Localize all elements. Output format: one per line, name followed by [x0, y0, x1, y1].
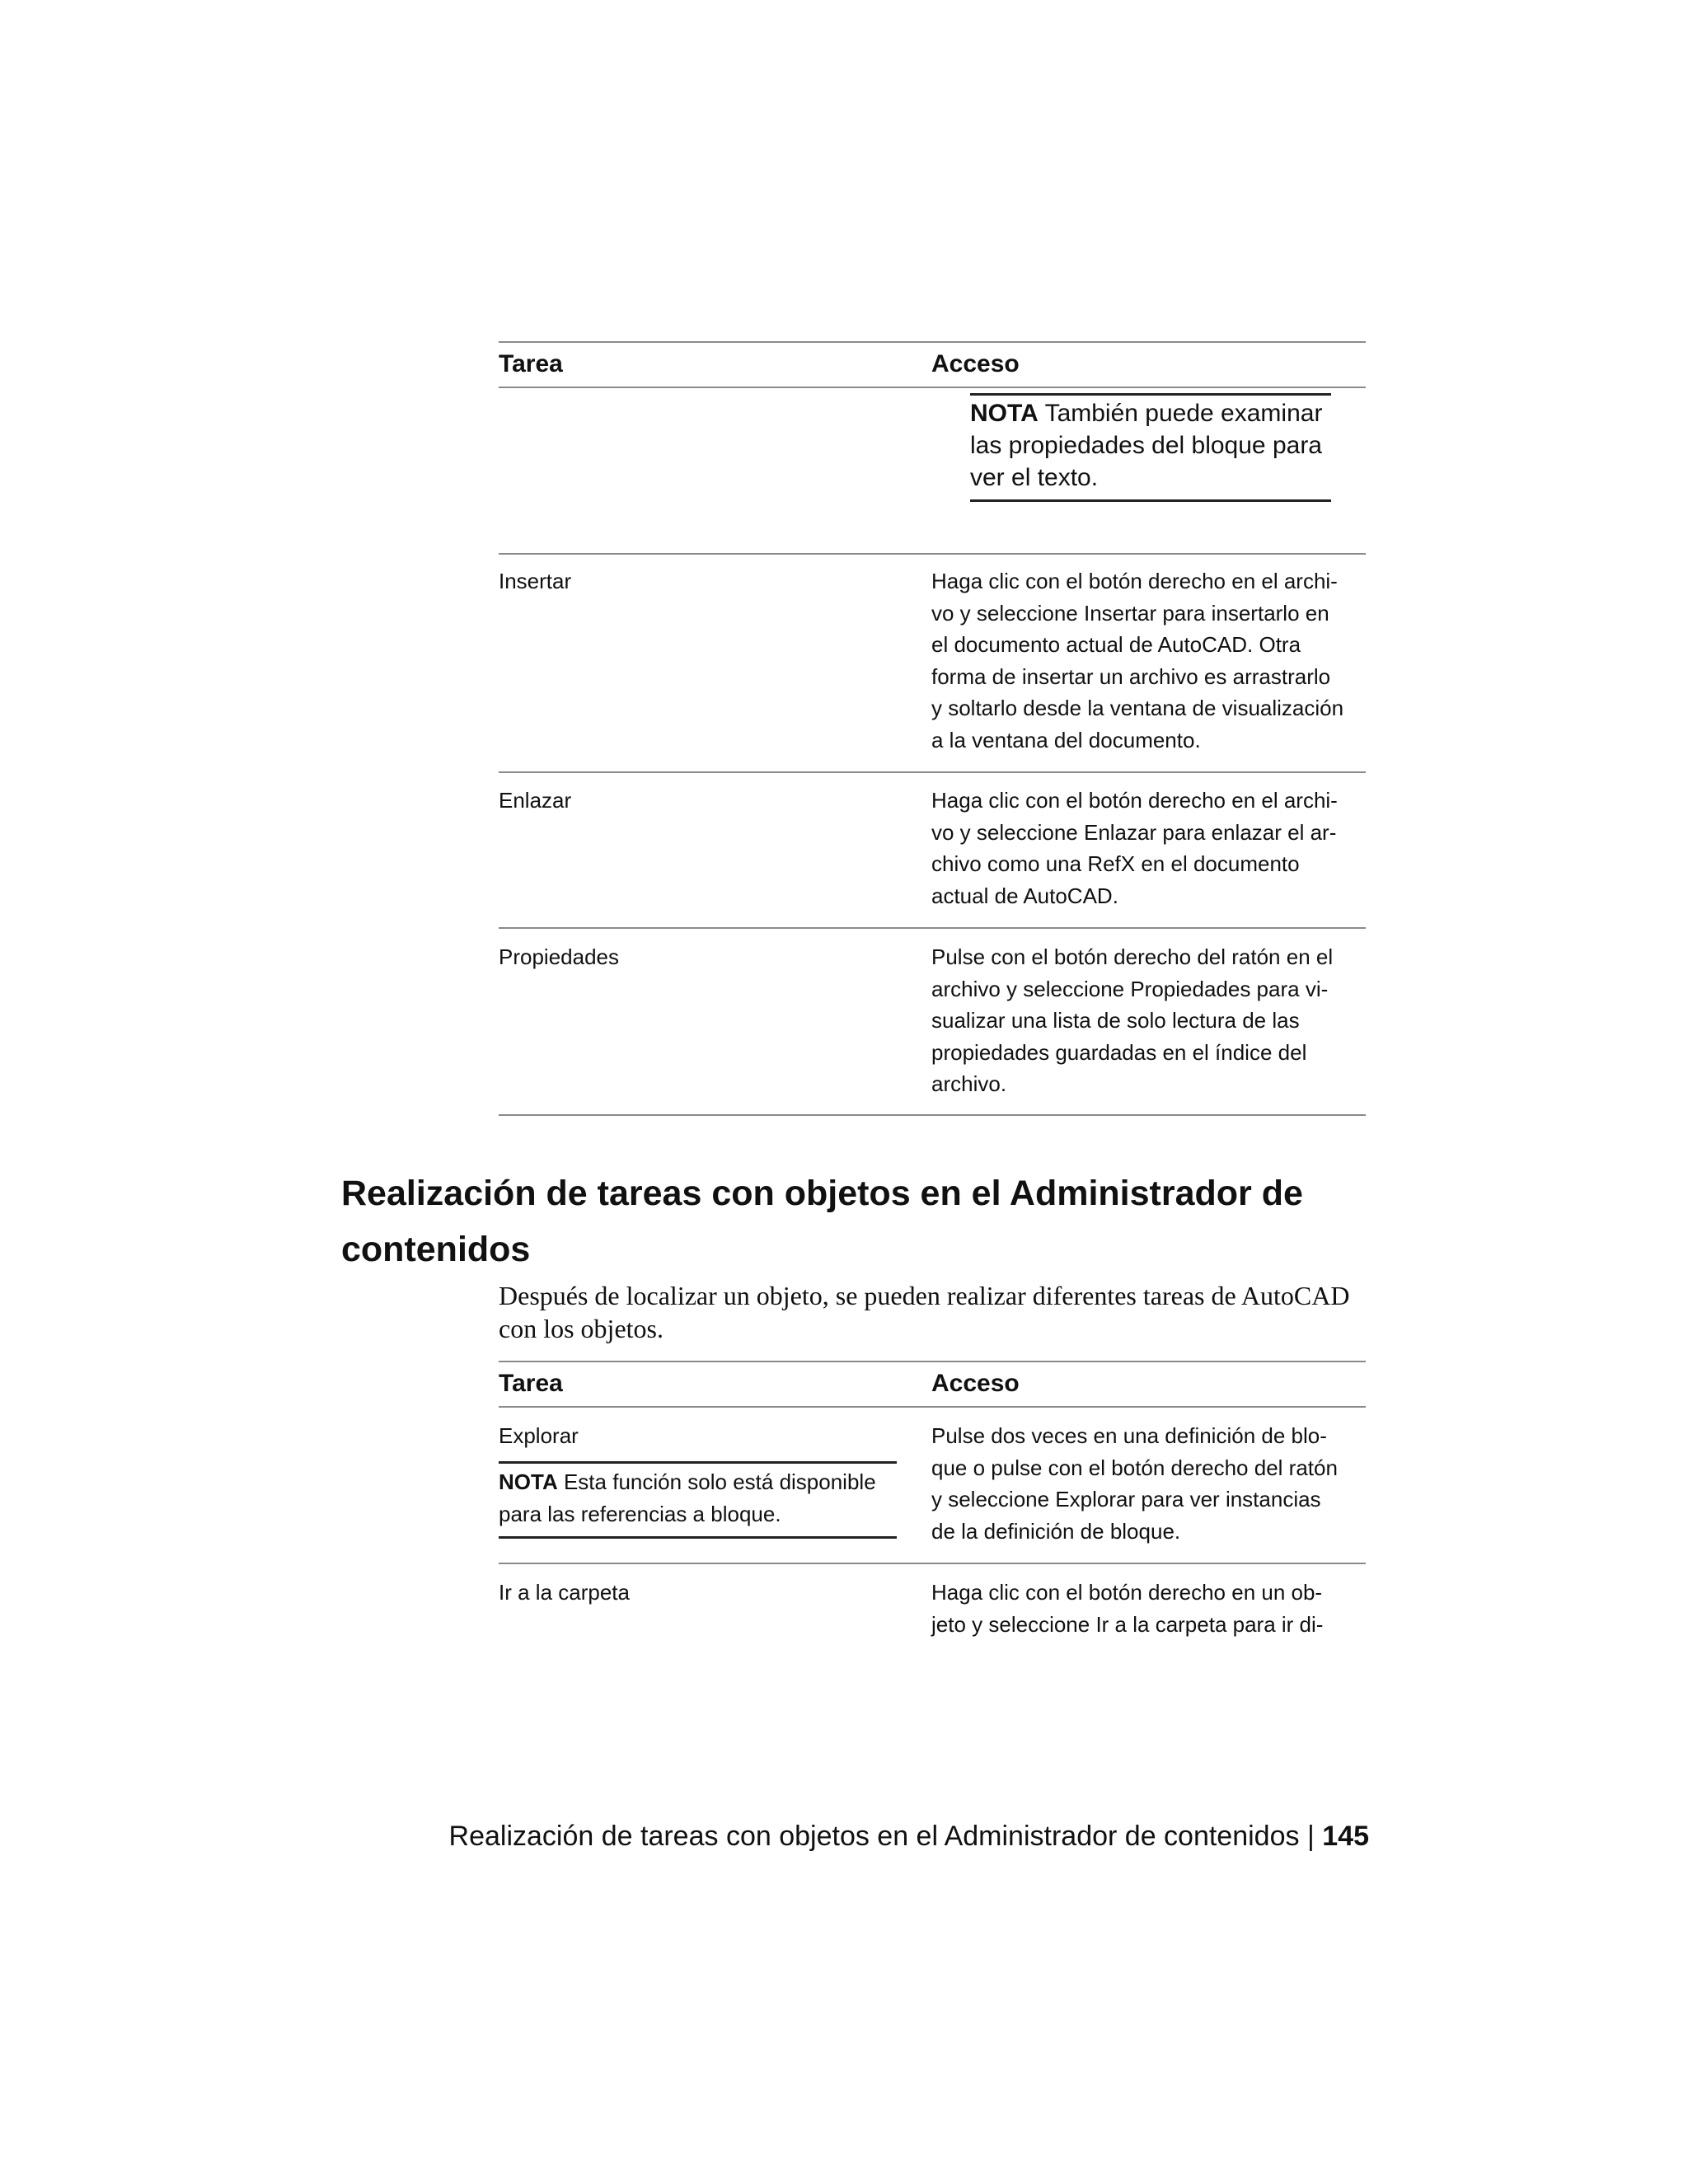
page-footer [449, 1818, 1369, 1854]
table-2-row-rule [499, 1563, 1366, 1564]
row-task: Propiedades [499, 944, 619, 969]
section-heading: Realización de tareas con objetos en el Administrador de contenidos [341, 1174, 1303, 1269]
table-2-top-rule [499, 1361, 1366, 1362]
row-task: Enlazar [499, 788, 572, 813]
footer-separator: | [1306, 1821, 1315, 1852]
table-2-header-access: Acceso [931, 1370, 1020, 1397]
section-intro: Después de localizar un objeto, se pueden realizar diferentes tareas de AutoCAD con los objetos. [499, 1281, 1350, 1343]
row-task: Ir a la carpeta [499, 1580, 630, 1605]
footer-title: Realización de tareas con objetos en el Administrador de contenidos [448, 1821, 1300, 1852]
table-1-row-rule [499, 553, 1366, 555]
row-note [499, 1466, 911, 1530]
note-label: NOTA [499, 1469, 558, 1494]
table-1-row-rule [499, 771, 1366, 773]
table-2-header-rule [499, 1406, 1366, 1408]
table-1-top-rule [499, 341, 1366, 343]
table-1-row-rule [499, 927, 1366, 929]
row-access: Pulse con el botón derecho del ratón en el archivo y seleccione Propiedades para vi- sualizar una lista de solo lectura de las propiedades guardadas en el índice del archivo. [931, 944, 1334, 1096]
row-access: Haga clic con el botón derecho en el archi- vo y seleccione Enlazar para enlazar el ar- chivo como una RefX en el documento actual de AutoCAD. [931, 788, 1338, 908]
row-task: Explorar [499, 1423, 579, 1448]
row-access: Pulse dos veces en una definición de blo- que o pulse con el botón derecho del ratón y seleccione Explorar para ver instancias de la definición de bloque. [931, 1423, 1338, 1544]
note-top-rule [499, 1461, 897, 1464]
row-access: Haga clic con el botón derecho en un ob- jeto y seleccione Ir a la carpeta para ir di- [931, 1580, 1324, 1637]
row-access: Haga clic con el botón derecho en el archi- vo y seleccione Insertar para insertarlo en el documento actual de AutoCAD. Otra forma de insertar un archivo es arrastrarlo y soltarlo desde la ventana de visualización a la ventana del documento. [931, 569, 1344, 752]
note-text-block [970, 397, 1349, 494]
table-1-header-rule [499, 387, 1366, 388]
note-label: NOTA [970, 400, 1039, 427]
table-1-bottom-rule [499, 1114, 1366, 1116]
page-number: 145 [1322, 1821, 1369, 1852]
table-2-header-task: Tarea [499, 1370, 563, 1397]
note-bottom-rule [499, 1536, 897, 1539]
note-top-rule [970, 393, 1331, 396]
note-bottom-rule [970, 499, 1331, 502]
row-task: Insertar [499, 569, 572, 593]
note-text: También puede examinar las propiedades del bloque para ver el texto. [970, 400, 1323, 491]
note-text: Esta función solo está disponible para las referencias a bloque. [499, 1469, 876, 1526]
table-1-header-task: Tarea [499, 350, 563, 377]
table-1-header-access: Acceso [931, 350, 1020, 377]
